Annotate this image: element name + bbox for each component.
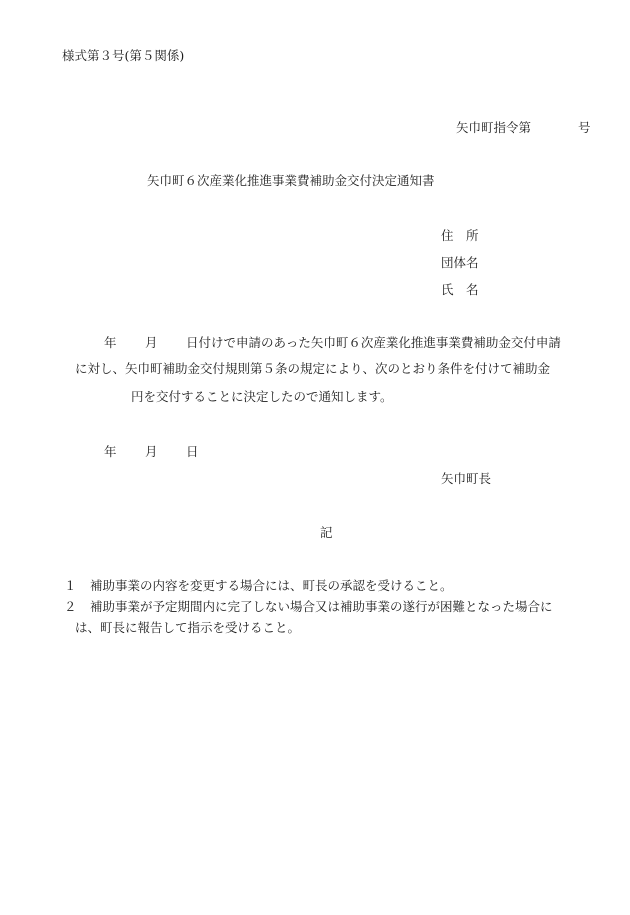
addressee-address-label: 住 所 <box>441 228 479 243</box>
condition-number: ２ <box>64 599 77 614</box>
condition-number: １ <box>64 578 77 593</box>
addressee-name-label: 氏 名 <box>441 282 479 297</box>
doc-number-prefix: 矢巾町指令第 <box>456 120 532 135</box>
condition-text: 補助事業の内容を変更する場合には、町長の承認を受けること。 <box>90 578 453 593</box>
body-line-2: に対し、矢巾町補助金交付規則第５条の規定により、次のとおり条件を付けて補助金 <box>75 361 551 376</box>
doc-number-suffix: 号 <box>578 120 591 135</box>
addressee-group-label: 団体名 <box>441 255 479 270</box>
issue-date-month: 月 <box>145 444 158 459</box>
issue-date-year: 年 <box>104 444 117 459</box>
issuer-name: 矢巾町長 <box>441 471 492 486</box>
ki-heading: 記 <box>320 525 333 540</box>
condition-text: 補助事業が予定期間内に完了しない場合又は補助事業の遂行が困難となった場合に <box>90 599 553 614</box>
condition-text-continued: は、町長に報告して指示を受けること。 <box>75 620 301 635</box>
form-label: 様式第３号(第５関係) <box>62 48 185 63</box>
issue-date-day: 日 <box>186 444 199 459</box>
body-month: 月 <box>145 335 158 350</box>
body-line-1: 日付けで申請のあった矢巾町６次産業化推進事業費補助金交付申請 <box>186 335 561 350</box>
body-line-3: 円を交付することに決定したので通知します。 <box>131 389 393 404</box>
document-title: 矢巾町６次産業化推進事業費補助金交付決定通知書 <box>147 173 435 188</box>
body-year: 年 <box>104 335 117 350</box>
